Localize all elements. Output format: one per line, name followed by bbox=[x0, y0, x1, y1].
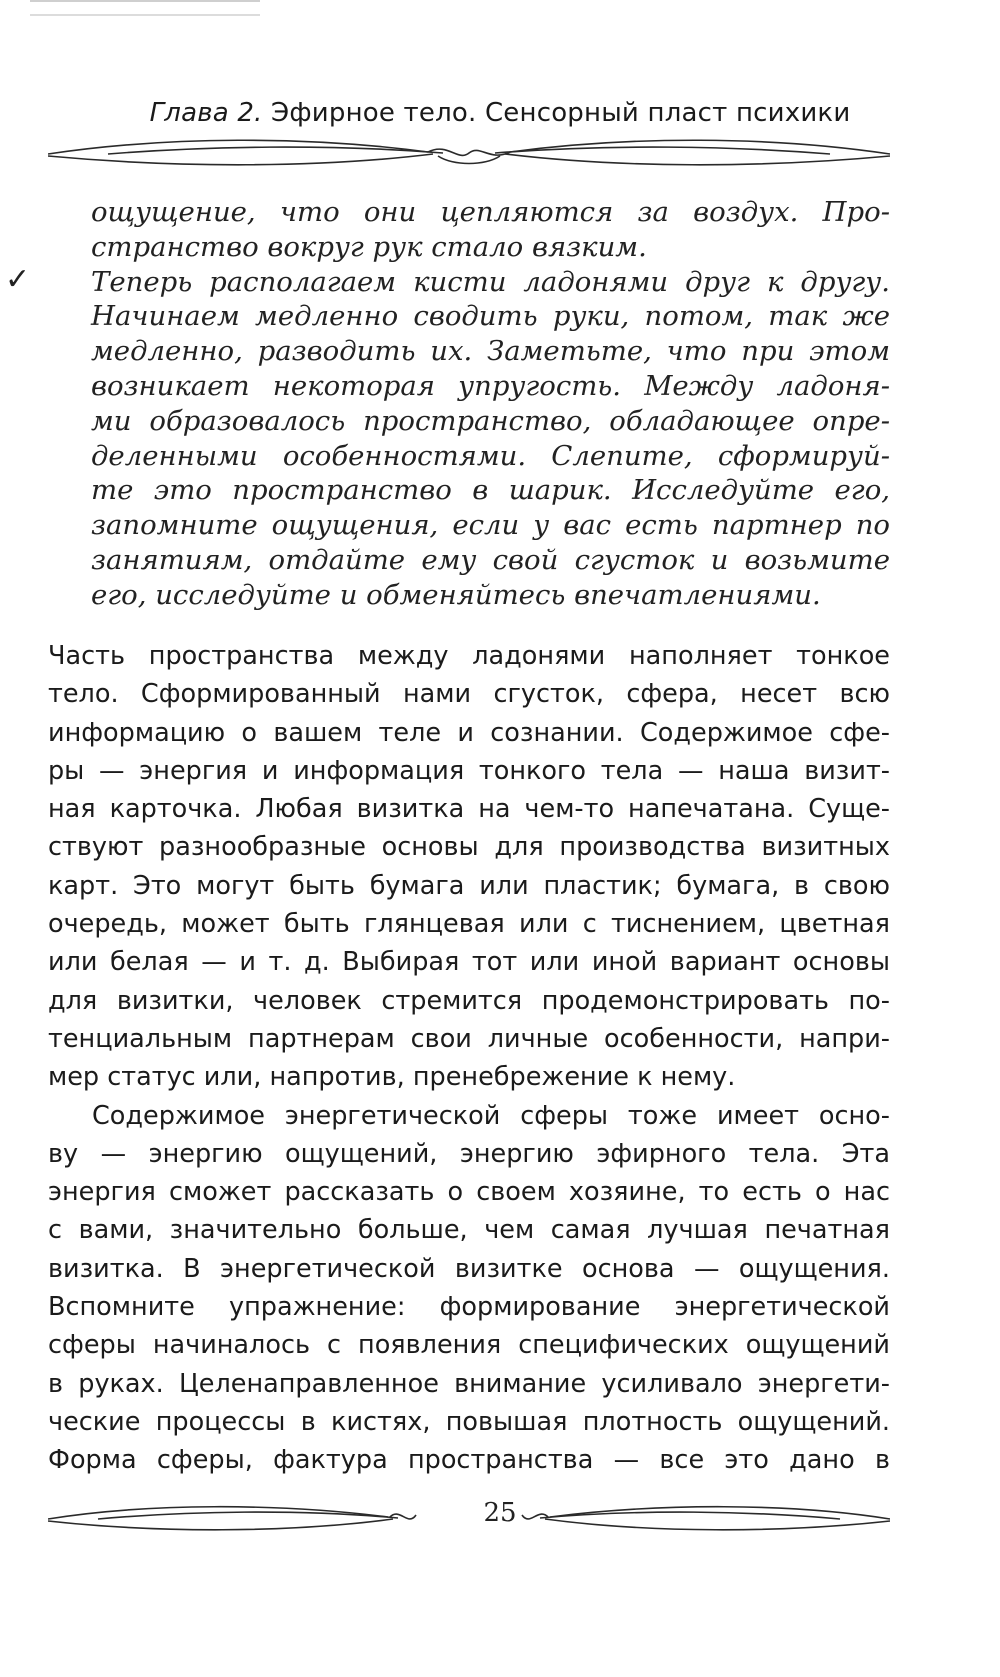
body-line: для визитки, человек стремится продемонстрировать по- bbox=[48, 985, 890, 1016]
header-ornament bbox=[48, 132, 890, 174]
exercise-line: его, исследуйте и обменяйтесь впечатлениями. bbox=[91, 578, 821, 611]
page-number: 25 bbox=[483, 1498, 517, 1528]
body-line: ческие процессы в кистях, повышая плотность ощущений. bbox=[48, 1406, 890, 1437]
body-line: энергия сможет рассказать о своем хозяине, то есть о нас bbox=[48, 1177, 890, 1208]
body-line: тело. Сформированный нами сгусток, сфера, несет всю bbox=[48, 679, 890, 710]
exercise-line: те это пространство в шарик. Исследуйте его, bbox=[91, 474, 890, 507]
exercise-line: запомните ощущения, если у вас есть партнер по bbox=[91, 509, 890, 542]
exercise-line bbox=[5, 261, 890, 300]
body-line: Форма сферы, фактура пространства — все это дано в bbox=[48, 1445, 890, 1476]
exercise-line: ощущение, что они цепляются за воздух. Про- bbox=[91, 196, 890, 228]
exercise-line: странство вокруг рук стало вязким. bbox=[91, 230, 647, 263]
body-line: с вами, значительно больше, чем самая лучшая печатная bbox=[48, 1215, 890, 1246]
running-head-title: Эфирное тело. Сенсорный пласт психики bbox=[271, 98, 851, 128]
running-head bbox=[0, 98, 1000, 128]
body-line: информацию о вашем теле и сознании. Содержимое сфе- bbox=[48, 717, 890, 748]
body-line: ры — энергия и информация тонкого тела — наша визит- bbox=[48, 755, 890, 786]
body-line: Часть пространства между ладонями наполняет тонкое bbox=[48, 641, 890, 671]
exercise-line: возникает некоторая упругость. Между ладоня- bbox=[91, 369, 890, 402]
body-line: мер статус или, напротив, пренебрежение к нему. bbox=[48, 1062, 736, 1093]
exercise-line: медленно, разводить их. Заметьте, что при этом bbox=[91, 335, 890, 368]
body-line: ствуют разнообразные основы для производства визитных bbox=[48, 832, 890, 863]
body-line: тенциальным партнерам свои личные особенности, напри- bbox=[48, 1023, 890, 1054]
exercise-line: ми образовалось пространство, обладающее опре- bbox=[91, 404, 890, 437]
body-line: в руках. Целенаправленное внимание усиливало энергети- bbox=[48, 1368, 890, 1399]
body-line: ву — энергию ощущений, энергию эфирного тела. Эта bbox=[48, 1138, 890, 1169]
body-text bbox=[48, 637, 890, 1480]
body-line: Вспомните упражнение: формирование энергетической bbox=[48, 1292, 890, 1323]
exercise-line: Начинаем медленно сводить руки, потом, так же bbox=[91, 300, 890, 333]
exercise-line: занятиям, отдайте ему свой сгусток и возьмите bbox=[91, 543, 890, 576]
body-line: ная карточка. Любая визитка на чем-то напечатана. Суще- bbox=[48, 794, 890, 825]
body-line: визитка. В энергетической визитке основа — ощущения. bbox=[48, 1253, 890, 1284]
exercise-line-text: Теперь располагаем кисти ладонями друг к другу. bbox=[91, 265, 890, 298]
body-line: Содержимое энергетической сферы тоже имеет осно- bbox=[92, 1100, 890, 1131]
body-line: очередь, может быть глянцевая или с тиснением, цветная bbox=[48, 909, 890, 940]
body-line: или белая — и т. д. Выбирая тот или иной вариант основы bbox=[48, 947, 890, 978]
exercise-line: деленными особенностями. Слепите, сформируй- bbox=[91, 439, 890, 472]
body-line: карт. Это могут быть бумага или пластик; бумага, в свою bbox=[48, 870, 890, 901]
body-line: сферы начиналось с появления специфических ощущений bbox=[48, 1330, 890, 1361]
checkmark-icon: ✓ bbox=[5, 261, 31, 297]
scan-edge-mark bbox=[30, 0, 260, 16]
running-head-chapter: Глава 2. bbox=[149, 98, 263, 128]
exercise-block bbox=[5, 195, 890, 613]
